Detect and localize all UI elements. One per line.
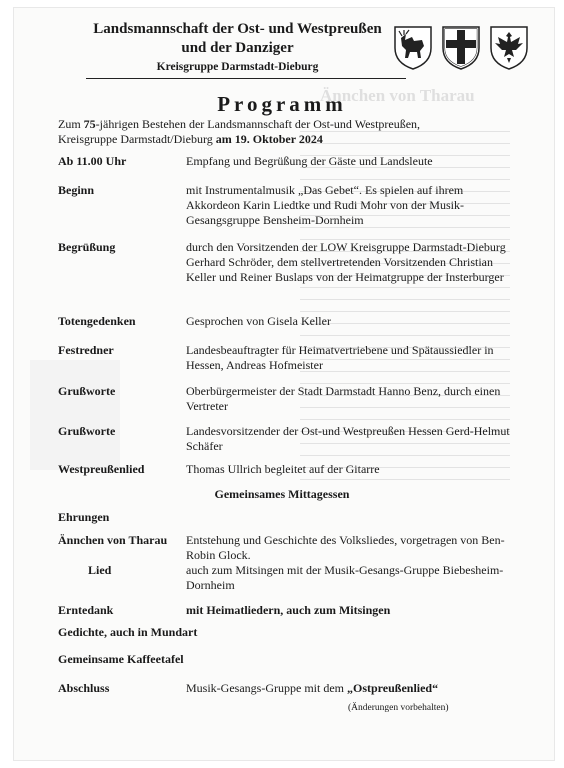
- row-label: Abschluss: [58, 681, 110, 695]
- intro-text: -jährigen Bestehen der Landsmannschaft der Ost-und Westpreußen,: [95, 117, 421, 131]
- intro-text: Kreisgruppe Darmstadt/Dieburg: [58, 132, 216, 146]
- row-text: [186, 681, 516, 696]
- intro-paragraph: [58, 117, 498, 147]
- row-label: Festredner: [58, 343, 114, 357]
- row-text: Landesbeauftragter für Heimatvertriebene und Spätaussiedler in Hessen, Andreas Hofmeister: [186, 343, 494, 372]
- row-text: auch zum Mitsingen mit der Musik-Gesangs-Gruppe Biebesheim-Dornheim: [186, 563, 504, 592]
- org-name-line2: und der Danziger: [181, 40, 294, 56]
- row-label: Erntedank: [58, 603, 114, 617]
- row-text: Gesprochen von Gisela Keller: [186, 314, 331, 328]
- row-label: Lied: [88, 563, 112, 577]
- row-label: Ännchen von Tharau: [58, 533, 168, 547]
- row-label: Beginn: [58, 183, 95, 197]
- event-date: am 19. Oktober 2024: [215, 132, 323, 146]
- coats-of-arms: [392, 24, 542, 72]
- page-title: Programm: [217, 92, 347, 116]
- abschluss-text: Musik-Gesangs-Gruppe mit dem: [186, 681, 347, 695]
- row-label: Ehrungen: [58, 510, 110, 524]
- row-text: Empfang und Begrüßung der Gäste und Landsleute: [186, 154, 433, 168]
- changes-note: (Änderungen vorbehalten): [348, 703, 449, 713]
- row-label: Begrüßung: [58, 240, 116, 254]
- row-text: durch den Vorsitzenden der LOW Kreisgruppe Darmstadt-Dieburg Gerhard Schröder, dem stellvertretenden Vorsitzenden Christian Keller und Reiner Buslaps von der Heimatgruppe der Insterburger: [186, 240, 506, 284]
- intro-anniversary: 75: [83, 117, 96, 131]
- row-label: Gedichte, auch in Mundart: [58, 625, 198, 639]
- org-name-line1: Landsmannschaft der Ost- und Westpreußen: [93, 21, 382, 37]
- show-through-text: Ännchen von Tharau: [320, 86, 475, 105]
- row-label: Gemeinsame Kaffeetafel: [58, 652, 184, 666]
- row-label: Westpreußenlied: [58, 462, 145, 476]
- row-label: Grußworte: [58, 424, 116, 438]
- row-text: mit Heimatliedern, auch zum Mitsingen: [186, 603, 391, 617]
- row-text: Entstehung und Geschichte des Volksliedes, vorgetragen von Ben-Robin Glock.: [186, 533, 505, 562]
- row-text: mit Instrumentalmusik „Das Gebet“. Es spielen auf ihrem Akkordeon Karin Liedtke und Rudi Mohr von der Musik-Gesangsgruppe Bensheim-Dornheim: [186, 183, 464, 227]
- cross-crest-icon: [440, 24, 482, 70]
- row-label: Totengedenken: [58, 314, 136, 328]
- row-text: Landesvorsitzender der Ost-und Westpreußen Hessen Gerd-Helmut Schäfer: [186, 424, 510, 453]
- header-rule: [86, 78, 406, 79]
- eagle-crest-icon: [488, 24, 530, 70]
- letterhead: [70, 20, 405, 75]
- song-title: „Ostpreußenlied“: [346, 681, 439, 695]
- row-label: Grußworte: [58, 384, 116, 398]
- show-through-image: [30, 360, 120, 470]
- row-text: Thomas Ullrich begleitet auf der Gitarre: [186, 462, 380, 476]
- row-label: Ab 11.00 Uhr: [58, 154, 127, 168]
- org-branch: Kreisgruppe Darmstadt-Dieburg: [156, 61, 319, 73]
- row-text: Oberbürgermeister der Stadt Darmstadt Hanno Benz, durch einen Vertreter: [186, 384, 501, 413]
- lunch-label: Gemeinsames Mittagessen: [214, 487, 350, 501]
- intro-text: Zum: [58, 117, 84, 131]
- elk-crest-icon: [392, 24, 434, 70]
